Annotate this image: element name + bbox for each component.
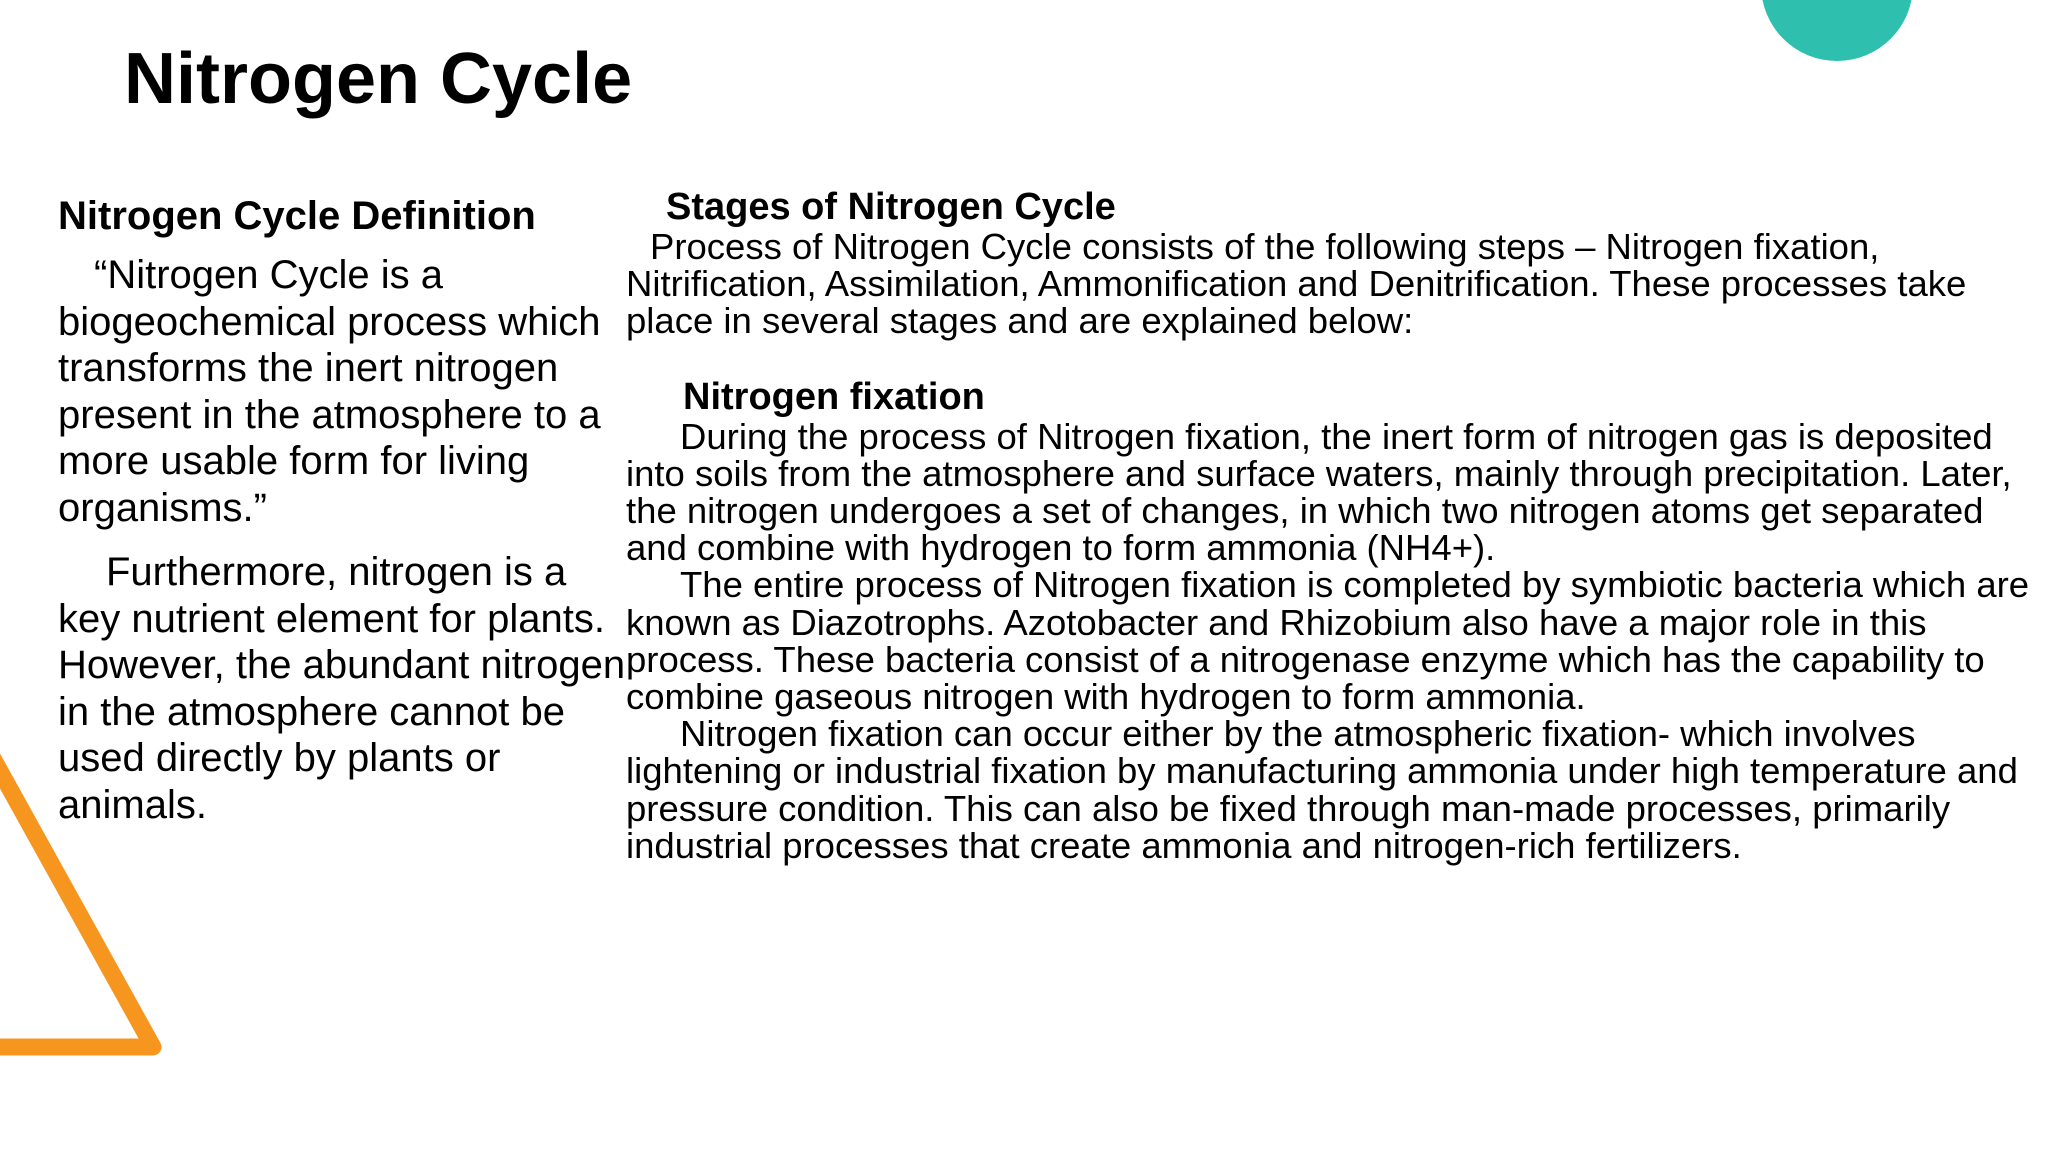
fixation-paragraph: The entire process of Nitrogen fixation is completed by symbiotic bacteria which are known as Diazotrophs. Azotobacter and Rhizobium also have a major role in this process. These bacteria consist of a nitrogenase enzyme which has the capability to combine gaseous nitrogen with hydrogen to form ammonia. — [626, 564, 2030, 718]
definition-section — [58, 192, 628, 828]
definition-paragraph: “Nitrogen Cycle is a biogeochemical process which transforms the inert nitrogen present in the atmosphere to a more usable form for living organisms.” — [58, 253, 601, 530]
fixation-heading: Nitrogen fixation — [683, 375, 985, 418]
fixation-paragraph: During the process of Nitrogen fixation, the inert form of nitrogen gas is deposited into soils from the atmosphere and surface waters, mainly through precipitation. Later, the nitrogen undergoes a set of changes, in which two nitrogen atoms get separated and combine with hydrogen to form ammonia (NH4+). — [626, 415, 2012, 569]
definition-followup-paragraph: Furthermore, nitrogen is a key nutrient element for plants. However, the abundant nitrogen in the atmosphere cannot be used directly by plants or animals. — [58, 550, 626, 827]
stages-intro-paragraph: Process of Nitrogen Cycle consists of the following steps – Nitrogen fixation, Nitrification, Assimilation, Ammonification and Denitrification. These processes take place in several stages and are explained below: — [626, 226, 1967, 342]
stages-section — [626, 186, 2046, 864]
teal-circle-decoration — [1761, 0, 1913, 61]
fixation-paragraph: Nitrogen fixation can occur either by the atmospheric fixation- which involves lightening or industrial fixation by manufacturing ammonia under high temperature and pressure condition. This can also be fixed through man-made processes, primarily industrial processes that create ammonia and nitrogen-rich fertilizers. — [626, 713, 2018, 866]
stages-heading: Stages of Nitrogen Cycle — [666, 186, 1116, 228]
definition-heading: Nitrogen Cycle Definition — [58, 194, 536, 238]
slide-title: Nitrogen Cycle — [124, 39, 633, 119]
